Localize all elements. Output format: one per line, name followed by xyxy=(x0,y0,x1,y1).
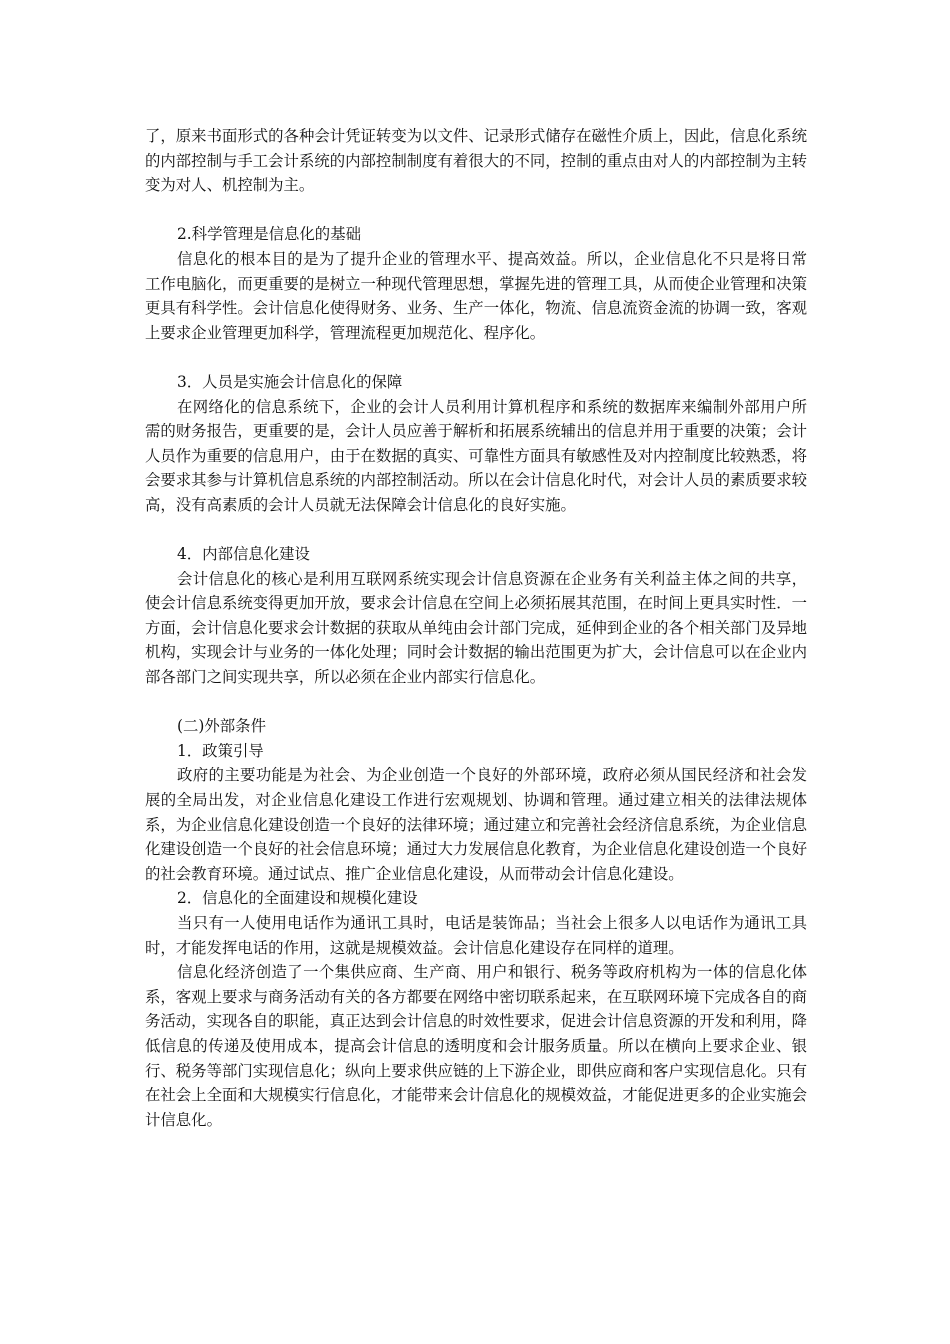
paragraph-personnel: 在网络化的信息系统下，企业的会计人员利用计算机程序和系统的数据库来编制外部用户所需的财务报告，更重要的是，会计人员应善于解析和拓展系统辅出的信息并用于重要的决策；会计人员作为重要的信息用户，由于在数据的真实、可靠性方面具有敏感性及对内控制度比较熟悉，将会要求其参与计算机信息系统的内部控制活动。所以在会计信息化时代，对会计人员的素质要求较高，没有高素质的会计人员就无法保障会计信息化的良好实施。 xyxy=(145,397,807,514)
document-page xyxy=(145,124,807,1132)
spacer xyxy=(145,198,807,223)
paragraph-scientific-management: 信息化的根本目的是为了提升企业的管理水平、提高效益。所以，企业信息化不只是将日常工作电脑化，而更重要的是树立一种现代管理思想，掌握先进的管理工具，从而使企业管理和决策更具有科学性。会计信息化使得财务、业务、生产一体化，物流、信息流资金流的协调一致，客观上要求企业管理更加科学，管理流程更加规范化、程序化。 xyxy=(145,249,807,342)
paragraph-continuation: 了，原来书面形式的各种会计凭证转变为以文件、记录形式储存在磁性介质上，因此，信息化系统的内部控制与手工会计系统的内部控制制度有着很大的不同，控制的重点由对人的内部控制为主转变为对人、机控制为主。 xyxy=(145,127,807,195)
heading-scientific-management: 2.科学管理是信息化的基础 xyxy=(177,225,361,244)
heading-external-conditions: (二)外部条件 xyxy=(177,717,266,736)
spacer xyxy=(145,518,807,543)
paragraph-internal-informatization: 会计信息化的核心是利用互联网系统实现会计信息资源在企业务有关利益主体之间的共享，使会计信息系统变得更加开放，要求会计信息在空间上必须拓展其范围，在时间上更具实时性．一方面，会计信息化要求会计数据的获取从单纯由会计部门完成，延伸到企业的各个相关部门及异地机构，实现会计与业务的一体化处理；同时会计数据的输出范围更为扩大，会计信息可以在企业内部各部门之间实现共享，所以必须在企业内部实行信息化。 xyxy=(145,569,807,687)
paragraph-scale-telephone: 当只有一人使用电话作为通讯工具时，电话是装饰品；当社会上很多人以电话作为通讯工具时，才能发挥电话的作用，这就是规模效益。会计信息化建设存在同样的道理。 xyxy=(145,914,807,957)
spacer xyxy=(145,345,807,370)
paragraph-scale-system: 信息化经济创造了一个集供应商、生产商、用户和银行、税务等政府机构为一体的信息化体系，客观上要求与商务活动有关的各方都要在网络中密切联系起来，在互联网环境下完成各自的商务活动，实现各自的职能，真正达到会计信息的时效性要求，促进会计信息资源的开发和利用，降低信息的传递及使用成本，提高会计信息的透明度和会计服务质量。所以在横向上要求企业、银行、税务等部门实现信息化；纵向上要求供应链的上下游企业，即供应商和客户实现信息化。只有在社会上全面和大规模实行信息化，才能带来会计信息化的规模效益，才能促进更多的企业实施会计信息化。 xyxy=(145,963,807,1129)
spacer xyxy=(145,690,807,715)
heading-policy-guidance: 1．政策引导 xyxy=(177,741,264,760)
heading-scale-construction: 2．信息化的全面建设和规模化建设 xyxy=(177,889,418,908)
paragraph-policy-guidance: 政府的主要功能是为社会、为企业创造一个良好的外部环境，政府必须从国民经济和社会发展的全局出发，对企业信息化建设工作进行宏观规划、协调和管理。通过建立相关的法律法规体系，为企业信息化建设创造一个良好的法律环境；通过建立和完善社会经济信息系统，为企业信息化建设创造一个良好的社会信息环境；通过大力发展信息化教育，为企业信息化建设创造一个良好的社会教育环境。通过试点、推广企业信息化建设，从而带动会计信息化建设。 xyxy=(145,766,807,883)
heading-personnel: 3．人员是实施会计信息化的保障 xyxy=(177,372,403,391)
heading-internal-informatization: 4．内部信息化建设 xyxy=(177,545,310,564)
